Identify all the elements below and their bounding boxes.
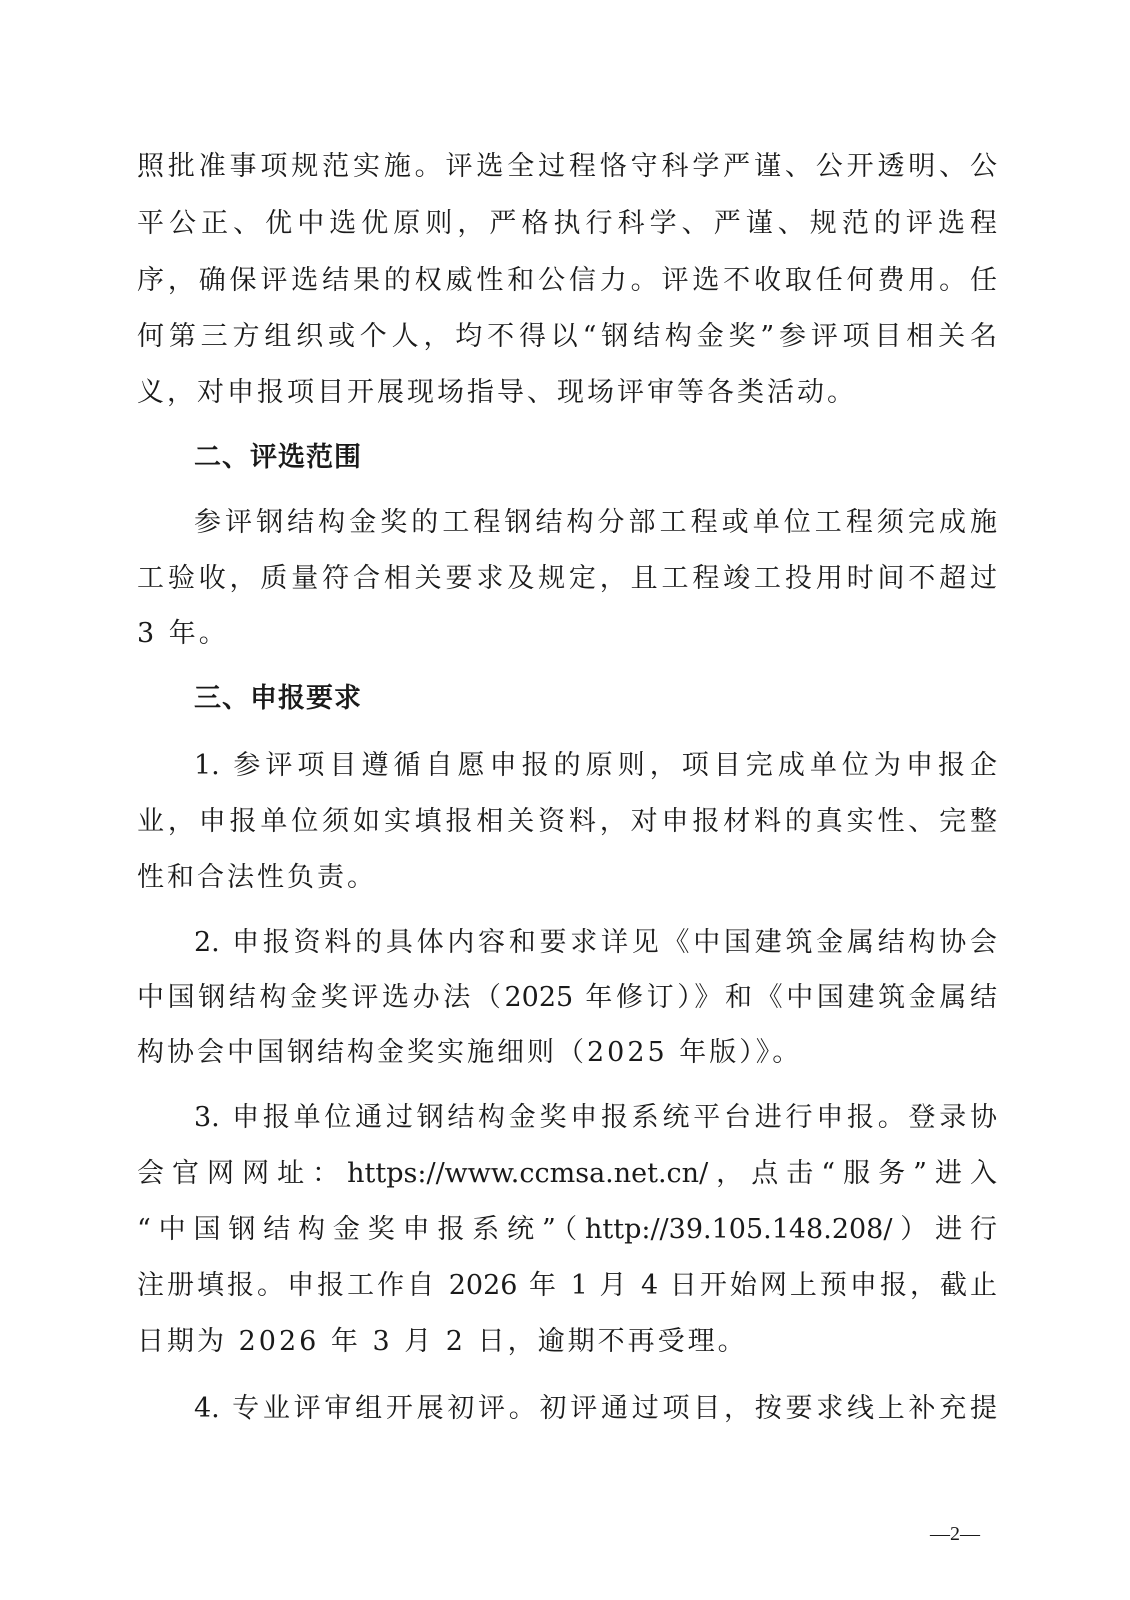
paragraph-line: 平公正、优中选优原则，严格执行科学、严谨、规范的评选程 <box>137 208 997 239</box>
paragraph-line: 注册填报。申报工作自 2026 年 1 月 4 日开始网上预申报，截止 <box>137 1270 997 1301</box>
paragraph-line: 义，对申报项目开展现场指导、现场评审等各类活动。 <box>137 377 857 408</box>
paragraph-line: 性和合法性负责。 <box>137 862 377 893</box>
paragraph-line: 工验收，质量符合相关要求及规定，且工程竣工投用时间不超过 <box>137 563 997 594</box>
paragraph-line: 构协会中国钢结构金奖实施细则（2025 年版）》。 <box>137 1037 803 1068</box>
paragraph-line: 序，确保评选结果的权威性和公信力。评选不收取任何费用。任 <box>137 265 997 296</box>
paragraph-line: “中国钢结构金奖申报系统”（http://39.105.148.208/）进行 <box>137 1214 997 1245</box>
page-number: —2— <box>930 1523 980 1545</box>
paragraph-line: 日期为 2026 年 3 月 2 日，逾期不再受理。 <box>137 1326 748 1357</box>
paragraph-line: 3 年。 <box>137 618 229 649</box>
paragraph-line: 照批准事项规范实施。评选全过程恪守科学严谨、公开透明、公 <box>137 151 997 182</box>
paragraph-line: 会官网网址：https://www.ccmsa.net.cn/，点击“服务”进入 <box>137 1158 997 1189</box>
paragraph-line: 3. 申报单位通过钢结构金奖申报系统平台进行申报。登录协 <box>194 1102 997 1133</box>
paragraph-line: 4. 专业评审组开展初评。初评通过项目，按要求线上补充提 <box>194 1393 997 1424</box>
section-heading: 三、申报要求 <box>194 683 362 714</box>
paragraph-line: 1. 参评项目遵循自愿申报的原则，项目完成单位为申报企 <box>194 750 997 781</box>
paragraph-line: 何第三方组织或个人，均不得以“钢结构金奖”参评项目相关名 <box>137 321 997 352</box>
paragraph-line: 中国钢结构金奖评选办法（2025 年修订）》和《中国建筑金属结 <box>137 982 997 1013</box>
paragraph-line: 2. 申报资料的具体内容和要求详见《中国建筑金属结构协会 <box>194 927 997 958</box>
paragraph-line: 参评钢结构金奖的工程钢结构分部工程或单位工程须完成施 <box>194 507 997 538</box>
section-heading: 二、评选范围 <box>194 442 362 473</box>
paragraph-line: 业，申报单位须如实填报相关资料，对申报材料的真实性、完整 <box>137 806 997 837</box>
